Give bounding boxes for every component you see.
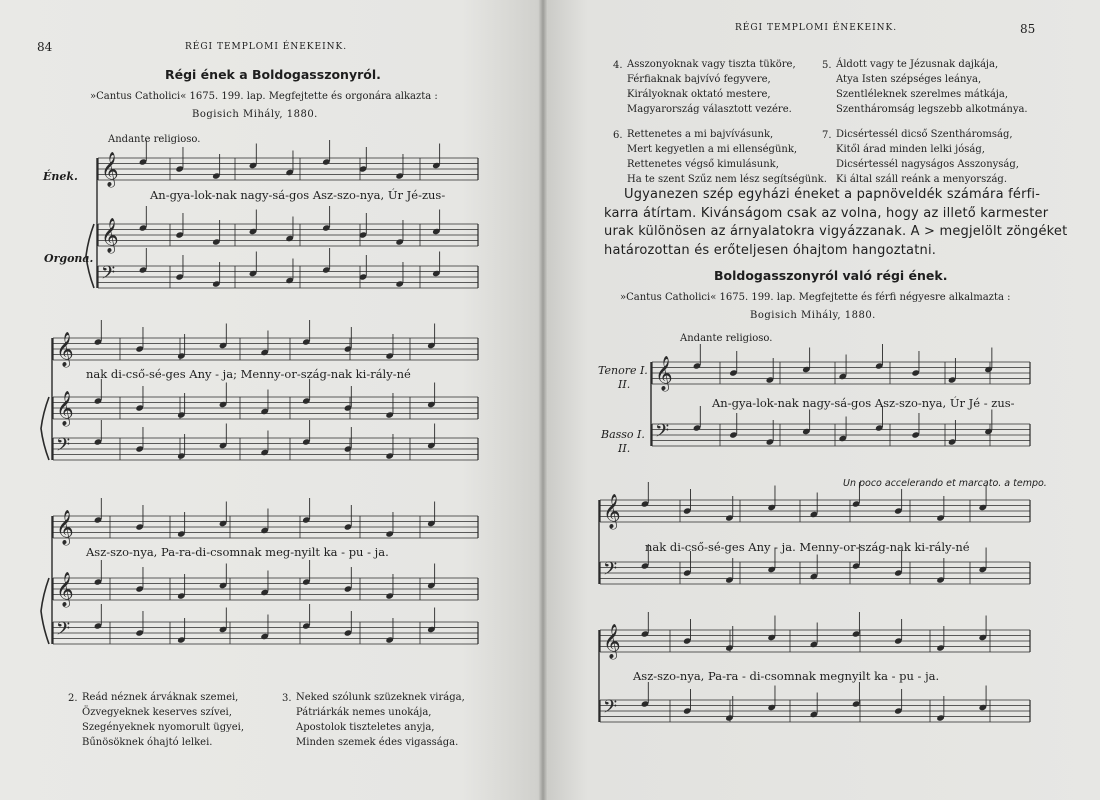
verse-line: Rettenetes a mi bajvívásunk, <box>627 129 774 140</box>
verse-line: Atya Isten szépséges leánya, <box>836 74 982 85</box>
left-running-head: RÉGI TEMPLOMI ÉNEKEINK. <box>185 42 348 52</box>
verse-line: Férfiaknak bajvívó fegyvere, <box>627 74 771 85</box>
left-lyrics-line-2: nak di-cső-sé-ges Any - ja; Menny-or-szág-nak ki-rály-né <box>86 367 411 381</box>
brace <box>41 397 49 460</box>
left-song-title: Régi ének a Boldogasszonyról. <box>165 67 381 82</box>
treble-clef-icon: 𝄞 <box>56 391 74 426</box>
bass-clef-icon: 𝄢 <box>56 435 71 460</box>
bass-clef-icon: 𝄢 <box>56 619 71 644</box>
right-prose-paragraph <box>604 186 1067 260</box>
prose-line: karra átírtam. Kivánságom csak az volna, hogy az illető karmester <box>604 205 1049 221</box>
verse-line: Bűnösöknek óhajtó lelkei. <box>82 737 213 748</box>
right-verse-4 <box>613 53 796 117</box>
verse-number: 3. <box>282 693 292 704</box>
verse-line: Dicsértessél nagyságos Asszonyság, <box>836 159 1019 170</box>
treble-clef-icon: 𝄞 <box>56 572 74 607</box>
bass-2-part-label: II. <box>618 442 631 455</box>
tempo-direction: Un poco accelerando et marcato. a tempo. <box>843 478 1047 489</box>
bass-clef-icon: 𝄢 <box>655 421 670 446</box>
left-page-number: 84 <box>37 40 53 54</box>
verse-number: 5. <box>822 60 832 71</box>
verse-number: 2. <box>68 693 78 704</box>
treble-clef-icon: 𝄞 <box>101 218 119 253</box>
verse-number: 6. <box>613 130 623 141</box>
right-lyrics-line-1: An-gya-lok-nak nagy-sá-gos Asz-szo-nya, Úr Jé - zus- <box>712 396 1015 410</box>
verse-line: Kitől árad minden lelki jóság, <box>836 144 985 155</box>
right-author-line: Bogisich Mihály, 1880. <box>750 310 876 321</box>
brace <box>41 578 49 644</box>
bass-part-label: Basso I. <box>601 428 645 441</box>
voice-part-label: Ének. <box>43 170 78 183</box>
verse-line: Szegényeknek nyomorult ügyei, <box>82 722 245 733</box>
verse-line: Áldott vagy te Jézusnak dajkája, <box>836 59 999 70</box>
verse-line: Reád néznek árváknak szemei, <box>82 692 239 703</box>
right-page-number: 85 <box>1020 22 1036 36</box>
verse-line: Szentháromság legszebb alkotmánya. <box>836 104 1028 115</box>
right-lyrics-line-3: Asz-szo-nya, Pa-ra - di-csomnak megnyilt ka - pu - ja. <box>633 669 940 683</box>
tenor-part-label: Tenore I. <box>598 364 648 377</box>
verse-line: Neked szólunk szüzeknek virága, <box>296 692 465 703</box>
right-verse-6 <box>613 123 827 187</box>
verse-line: Szentléleknek szerelmes mátkája, <box>836 89 1009 100</box>
left-verse-2 <box>68 686 244 750</box>
verse-line: Királyoknak oktató mestere, <box>627 89 771 100</box>
treble-clef-icon: 𝄞 <box>655 356 673 391</box>
verse-line: Asszonyoknak vagy tiszta tüköre, <box>627 59 796 70</box>
verse-line: Pátriárkák nemes unokája, <box>296 707 432 718</box>
organ-part-label: Orgona. <box>44 252 94 265</box>
left-tempo-marking: Andante religioso. <box>108 134 201 145</box>
right-lyrics-line-2: nak di-cső-sé-ges Any - ja. Menny-or-szág-nak ki-rály-né <box>645 540 970 554</box>
verse-line: Minden szemek édes vigassága. <box>296 737 459 748</box>
right-verse-5 <box>822 53 1028 117</box>
verse-line: Rettenetes végső kimulásunk, <box>627 159 779 170</box>
treble-clef-icon: 𝄞 <box>603 624 621 659</box>
left-verse-3 <box>282 686 465 750</box>
treble-clef-icon: 𝄞 <box>56 332 74 367</box>
verse-line: Ha te szent Szűz nem lész segítségünk. <box>627 174 827 185</box>
verse-line: Özvegyeknek keserves szívei, <box>82 707 232 718</box>
verse-number: 4. <box>613 60 623 71</box>
verse-line: Magyarország választott vezére. <box>627 104 792 115</box>
treble-clef-icon: 𝄞 <box>101 152 119 187</box>
left-lyrics-line-1: An-gya-lok-nak nagy-sá-gos Asz-szo-nya, Úr Jé-zus- <box>150 188 446 202</box>
treble-clef-icon: 𝄞 <box>56 510 74 545</box>
bass-clef-icon: 𝄢 <box>603 559 618 584</box>
prose-line: Ugyanezen szép egyházi éneket a papnöveldék számára férfi- <box>624 187 1041 202</box>
left-author-line: Bogisich Mihály, 1880. <box>192 109 318 120</box>
right-source-line: »Cantus Catholici« 1675. 199. lap. Megfejtette és férfi négyesre alkalmazta : <box>620 292 1011 303</box>
right-running-head: RÉGI TEMPLOMI ÉNEKEINK. <box>735 23 898 33</box>
bass-clef-icon: 𝄢 <box>603 697 618 722</box>
left-lyrics-line-3: Asz-szo-nya, Pa-ra-di-csomnak meg-nyilt ka - pu - ja. <box>86 545 389 559</box>
verse-number: 7. <box>822 130 832 141</box>
verse-line: Apostolok tiszteletes anyja, <box>296 722 435 733</box>
treble-clef-icon: 𝄞 <box>603 494 621 529</box>
right-song-title: Boldogasszonyról való régi ének. <box>714 268 948 283</box>
verse-line: Ki által száll reánk a menyország. <box>836 174 1008 185</box>
right-verse-7 <box>822 123 1019 187</box>
prose-line: urak különösen az árnyalatokra vigyázzanak. A > megjelölt zöngéket <box>604 224 1068 239</box>
prose-line: határozottan és erőteljesen óhajtom hangoztatni. <box>604 242 937 258</box>
bass-clef-icon: 𝄢 <box>101 263 116 288</box>
tenor-2-part-label: II. <box>618 378 631 391</box>
verse-line: Mert kegyetlen a mi ellenségünk, <box>627 144 798 155</box>
right-tempo-marking: Andante religioso. <box>680 333 773 344</box>
left-source-line: »Cantus Catholici« 1675. 199. lap. Megfejtette és orgonára alkazta : <box>90 91 438 102</box>
verse-line: Dicsértessél dicső Szentháromság, <box>836 129 1013 140</box>
